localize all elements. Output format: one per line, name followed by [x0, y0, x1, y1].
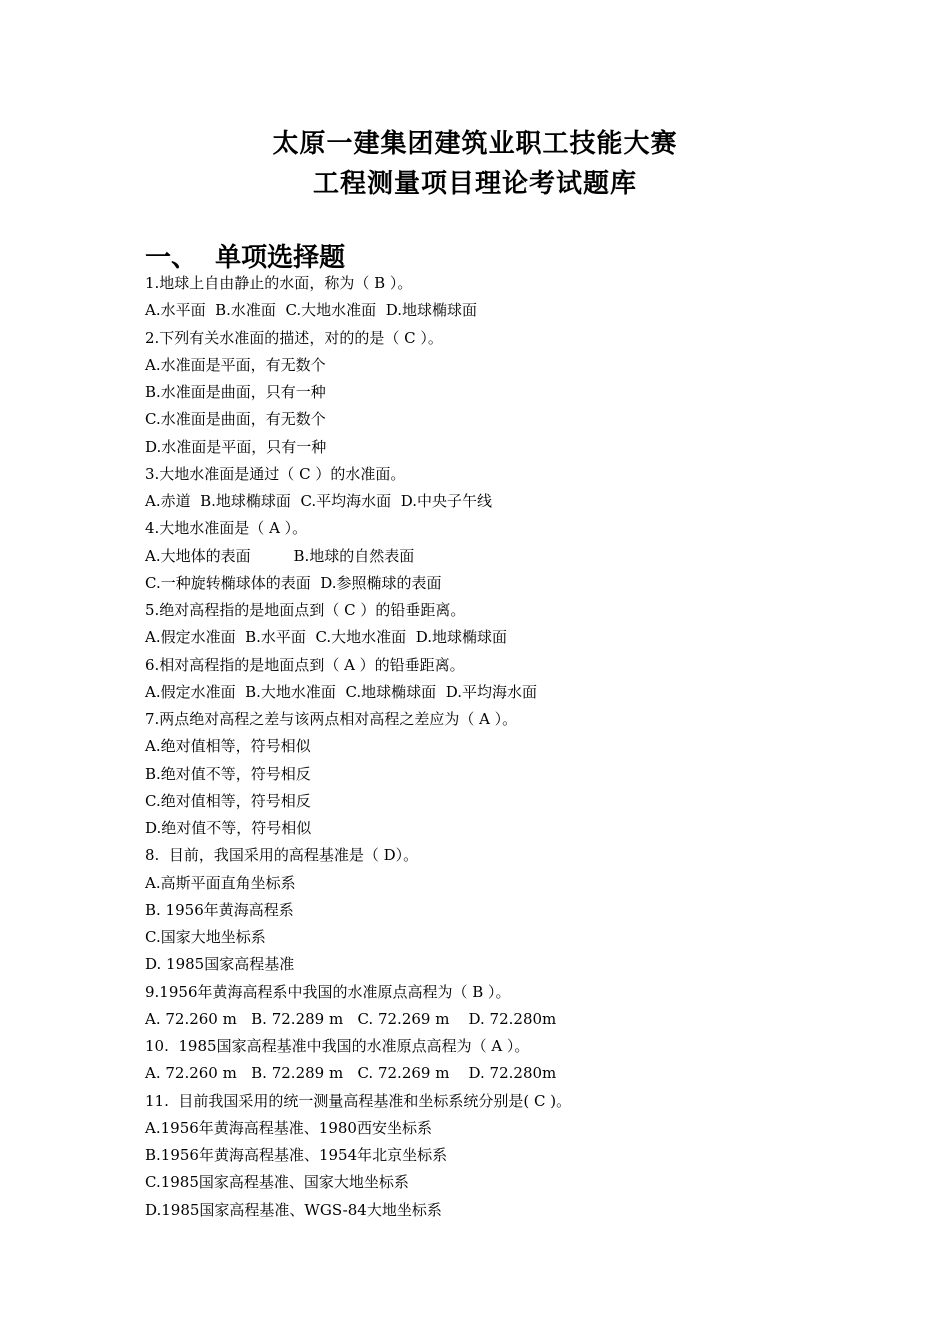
answer-options: A.水平面 B.水准面 C.大地水准面 D.地球椭球面 — [145, 301, 477, 320]
document-title-line-1: 太原一建集团建筑业职工技能大赛 — [272, 129, 678, 159]
answer-options: B. 1956年黄海高程系 — [145, 900, 294, 919]
answer-options: C.国家大地坐标系 — [145, 928, 266, 946]
answer-options: A.水准面是平面，有无数个 — [145, 355, 326, 374]
question-list — [145, 270, 845, 1224]
answer-options: C.1985国家高程基准、国家大地坐标系 — [145, 1173, 409, 1192]
answer-options: B.水准面是曲面，只有一种 — [145, 383, 326, 401]
answer-options: D.1985国家高程基准、WGS-84大地坐标系 — [145, 1200, 442, 1219]
question-text: 4.大地水准面是（ A ）。 — [145, 519, 308, 538]
question-text: 9.1956年黄海高程系中我国的水准原点高程为（ B ）。 — [145, 982, 511, 1001]
answer-options: C.水准面是曲面，有无数个 — [145, 410, 326, 429]
answer-options: A.假定水准面 B.水平面 C.大地水准面 D.地球椭球面 — [145, 628, 507, 647]
answer-options: A.绝对值相等，符号相似 — [145, 737, 311, 756]
question-text: 10. 1985国家高程基准中我国的水准原点高程为（ A ）。 — [145, 1037, 530, 1055]
section-heading: 一、 单项选择题 — [145, 243, 346, 273]
question-text: 6.相对高程指的是地面点到（ A ）的铅垂距离。 — [145, 655, 465, 674]
answer-options: A.大地体的表面 B.地球的自然表面 — [145, 546, 415, 565]
question-text: 1.地球上自由静止的水面，称为（ B ）。 — [145, 274, 413, 292]
question-text: 5.绝对高程指的是地面点到（ C ）的铅垂距离。 — [145, 601, 466, 619]
answer-options: C.一种旋转椭球体的表面 D.参照椭球的表面 — [145, 573, 442, 592]
answer-options: A.赤道 B.地球椭球面 C.平均海水面 D.中央子午线 — [145, 492, 492, 510]
answer-options: A. 72.260 m B. 72.289 m C. 72.269 m D. 72.280m — [145, 1064, 557, 1083]
answer-options: B.绝对值不等，符号相反 — [145, 764, 311, 783]
answer-options: D.水准面是平面，只有一种 — [145, 437, 327, 456]
answer-options: D.绝对值不等，符号相似 — [145, 819, 312, 837]
answer-options: A.假定水准面 B.大地水准面 C.地球椭球面 D.平均海水面 — [145, 682, 537, 701]
answer-options: B.1956年黄海高程基准、1954年北京坐标系 — [145, 1146, 448, 1164]
question-text: 7.两点绝对高程之差与该两点相对高程之差应为（ A ）。 — [145, 710, 518, 728]
question-text: 2.下列有关水准面的描述，对的的是（ C ）。 — [145, 328, 443, 347]
answer-options: A. 72.260 m B. 72.289 m C. 72.269 m D. 72.280m — [145, 1009, 557, 1028]
question-text: 11. 目前我国采用的统一测量高程基准和坐标系统分别是( C )。 — [145, 1091, 572, 1110]
answer-options: A.1956年黄海高程基准、1980西安坐标系 — [145, 1118, 432, 1137]
document-title-line-2: 工程测量项目理论考试题库 — [312, 169, 637, 199]
answer-options: A.高斯平面直角坐标系 — [145, 873, 296, 892]
question-text: 8. 目前，我国采用的高程基准是（ D）。 — [145, 846, 419, 865]
question-text: 3.大地水准面是通过（ C ）的水准面。 — [145, 464, 406, 483]
answer-options: D. 1985国家高程基准 — [145, 955, 295, 974]
answer-options: C.绝对值相等，符号相反 — [145, 791, 311, 810]
